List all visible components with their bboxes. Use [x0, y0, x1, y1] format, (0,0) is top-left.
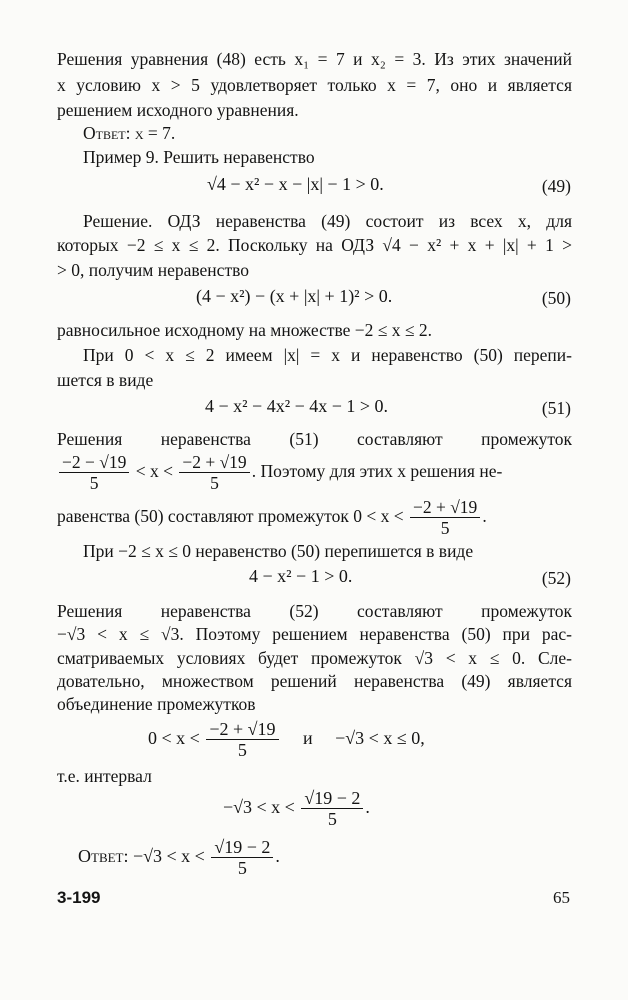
text-line: шется в виде	[57, 370, 154, 390]
text-line: Решения уравнения (48) есть x₁ = 7 и x₂ = 3. Из этих значений	[57, 49, 572, 69]
equation-number-49: (49)	[541, 176, 571, 196]
fraction: $\frac{-2 + √19}{5}$	[206, 719, 278, 760]
text-line: При 0 < x ≤ 2 имеем |x| = x и неравенство (50) перепи-	[83, 345, 572, 365]
interval-formula: −√3 < x < $\frac{√19 - 2}{5}$ .	[223, 788, 370, 830]
text-line: решением исходного уравнения.	[57, 100, 299, 120]
text-line: равносильное исходному на множестве −2 ≤ x ≤ 2.	[57, 320, 433, 340]
equation-number-51: (51)	[541, 398, 571, 418]
fraction-line: равенства (50) составляют промежуток 0 < x < $\frac{-2 + √19}{5}$ .	[57, 497, 487, 539]
fraction: $\frac{-2 + √19}{5}$	[410, 497, 480, 538]
fraction-line: $\frac{-2 - √19}{5}$ < x < $\frac{-2 + √19}{5}$ . Поэтому для этих x решения не-	[57, 449, 502, 493]
fraction: $\frac{√19 - 2}{5}$	[211, 837, 273, 878]
text-line: Решения неравенства (51) составляют промежуток	[57, 429, 572, 449]
text-line: которых −2 ≤ x ≤ 2. Поскольку на ОДЗ √4 − x² + x + |x| + 1 >	[57, 235, 572, 255]
fraction: $\frac{-2 + √19}{5}$	[179, 452, 249, 493]
fraction: $\frac{√19 - 2}{5}$	[301, 788, 363, 829]
equation-number-50: (50)	[541, 288, 571, 308]
equation-number-52: (52)	[541, 568, 571, 588]
equation-49: √4 − x² − x − |x| − 1 > 0.	[207, 174, 384, 194]
text-line: Решения неравенства (52) составляют промежуток	[57, 601, 572, 621]
solution-line: Решение. ОДЗ неравенства (49) состоит из всех x, для	[83, 211, 572, 231]
example-heading: Пример 9. Решить неравенство	[83, 147, 315, 167]
equation-50: (4 − x²) − (x + |x| + 1)² > 0.	[196, 286, 393, 306]
final-answer: Ответ: −√3 < x < $\frac{√19 - 2}{5}$ .	[78, 837, 280, 879]
page-number: 65	[553, 888, 570, 907]
fraction: $\frac{-2 - √19}{5}$	[59, 452, 129, 493]
text-line: довательно, множеством решений неравенства (49) является	[57, 671, 572, 691]
union-formula: 0 < x < $\frac{-2 + √19}{5}$ и −√3 < x ≤ 0,	[148, 719, 425, 761]
text-line: > 0, получим неравенство	[57, 260, 249, 280]
equation-52: 4 − x² − 1 > 0.	[249, 566, 353, 586]
text-line: При −2 ≤ x ≤ 0 неравенство (50) перепишется в виде	[83, 541, 474, 561]
text-line: объединение промежутков	[57, 694, 256, 714]
equation-51: 4 − x² − 4x² − 4x − 1 > 0.	[205, 396, 389, 416]
answer-line: Ответ: x = 7.	[83, 123, 176, 143]
printer-signature: 3-199	[57, 888, 101, 907]
text-line: т.е. интервал	[57, 766, 152, 786]
text-line: x условию x > 5 удовлетворяет только x = 7, оно и является	[57, 75, 572, 95]
text-line: −√3 < x ≤ √3. Поэтому решением неравенства (50) при рас-	[57, 624, 572, 644]
text-line: сматриваемых условиях будет промежуток √3 < x ≤ 0. Сле-	[57, 648, 572, 668]
